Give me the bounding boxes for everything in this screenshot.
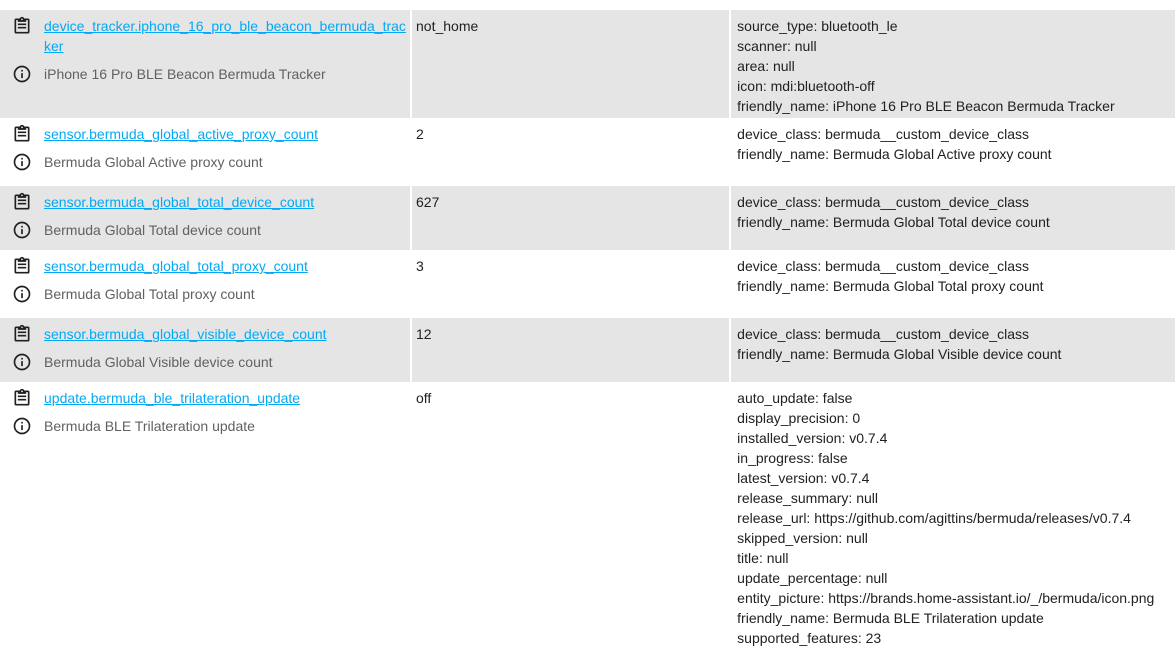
attribute-line: device_class: bermuda__custom_device_class bbox=[737, 326, 1029, 342]
entity-id-link[interactable]: sensor.bermuda_global_visible_device_count bbox=[44, 326, 327, 342]
table-row bbox=[0, 382, 1175, 662]
attribute-line: title: null bbox=[737, 550, 789, 566]
attribute-line: area: null bbox=[737, 58, 795, 74]
attribute-line: display_precision: 0 bbox=[737, 410, 861, 426]
entity-cell bbox=[0, 382, 410, 662]
clipboard-icon[interactable] bbox=[12, 192, 32, 212]
state-value: off bbox=[416, 390, 432, 406]
friendly-name: Bermuda Global Active proxy count bbox=[44, 154, 263, 170]
attributes-cell bbox=[731, 250, 1175, 318]
attribute-line: in_progress: false bbox=[737, 450, 848, 466]
attribute-line: supported_features: 23 bbox=[737, 630, 882, 646]
attribute-line: device_class: bermuda__custom_device_class bbox=[737, 194, 1029, 210]
state-cell bbox=[412, 10, 729, 118]
clipboard-icon[interactable] bbox=[12, 388, 32, 408]
table-row bbox=[0, 10, 1175, 118]
entity-id-link[interactable]: sensor.bermuda_global_total_device_count bbox=[44, 194, 315, 210]
attribute-line: skipped_version: null bbox=[737, 530, 868, 546]
state-value: 12 bbox=[416, 326, 432, 342]
info-icon[interactable] bbox=[12, 284, 32, 304]
attributes-cell bbox=[731, 318, 1175, 382]
attribute-line: release_summary: null bbox=[737, 490, 879, 506]
attribute-line: friendly_name: Bermuda Global Total device count bbox=[737, 214, 1050, 230]
table-row bbox=[0, 186, 1175, 250]
entity-id-link[interactable]: sensor.bermuda_global_active_proxy_count bbox=[44, 126, 318, 142]
entity-id-link[interactable]: sensor.bermuda_global_total_proxy_count bbox=[44, 258, 308, 274]
attribute-line: friendly_name: Bermuda Global Visible device count bbox=[737, 346, 1062, 362]
attribute-line: friendly_name: iPhone 16 Pro BLE Beacon Bermuda Tracker bbox=[737, 98, 1115, 114]
entity-cell bbox=[0, 186, 410, 250]
state-value: not_home bbox=[416, 18, 479, 34]
attribute-line: device_class: bermuda__custom_device_class bbox=[737, 258, 1029, 274]
attribute-line: entity_picture: https://brands.home-assistant.io/_/bermuda/icon.png bbox=[737, 590, 1155, 606]
info-icon[interactable] bbox=[12, 220, 32, 240]
attributes-cell bbox=[731, 382, 1175, 662]
attribute-line: latest_version: v0.7.4 bbox=[737, 470, 870, 486]
state-cell bbox=[412, 318, 729, 382]
attribute-line: device_class: bermuda__custom_device_class bbox=[737, 126, 1029, 142]
state-value: 3 bbox=[416, 258, 424, 274]
clipboard-icon[interactable] bbox=[12, 124, 32, 144]
friendly-name: Bermuda Global Total device count bbox=[44, 222, 261, 238]
entity-cell bbox=[0, 118, 410, 186]
friendly-name: Bermuda Global Visible device count bbox=[44, 354, 273, 370]
entity-cell bbox=[0, 318, 410, 382]
attribute-line: scanner: null bbox=[737, 38, 817, 54]
attribute-line: update_percentage: null bbox=[737, 570, 888, 586]
info-icon[interactable] bbox=[12, 152, 32, 172]
entity-cell bbox=[0, 250, 410, 318]
info-icon[interactable] bbox=[12, 416, 32, 436]
entity-cell bbox=[0, 10, 410, 118]
friendly-name: iPhone 16 Pro BLE Beacon Bermuda Tracker bbox=[44, 66, 326, 82]
attribute-line: icon: mdi:bluetooth-off bbox=[737, 78, 875, 94]
state-value: 627 bbox=[416, 194, 440, 210]
clipboard-icon[interactable] bbox=[12, 256, 32, 276]
state-value: 2 bbox=[416, 126, 424, 142]
attribute-line: friendly_name: Bermuda BLE Trilateration update bbox=[737, 610, 1044, 626]
friendly-name: Bermuda BLE Trilateration update bbox=[44, 418, 255, 434]
attributes-cell bbox=[731, 10, 1175, 118]
entity-id-link[interactable]: update.bermuda_ble_trilateration_update bbox=[44, 390, 301, 406]
attribute-line: release_url: https://github.com/agittins/bermuda/releases/v0.7.4 bbox=[737, 510, 1131, 526]
attribute-line: installed_version: v0.7.4 bbox=[737, 430, 888, 446]
entity-id-link[interactable]: device_tracker.iphone_16_pro_ble_beacon_bermuda_tracker bbox=[44, 18, 406, 54]
attribute-line: friendly_name: Bermuda Global Total proxy count bbox=[737, 278, 1044, 294]
table-row bbox=[0, 250, 1175, 318]
info-icon[interactable] bbox=[12, 64, 32, 84]
state-cell bbox=[412, 382, 729, 662]
info-icon[interactable] bbox=[12, 352, 32, 372]
clipboard-icon[interactable] bbox=[12, 324, 32, 344]
state-cell bbox=[412, 118, 729, 186]
table-row bbox=[0, 118, 1175, 186]
attribute-line: auto_update: false bbox=[737, 390, 853, 406]
friendly-name: Bermuda Global Total proxy count bbox=[44, 286, 255, 302]
table-row bbox=[0, 318, 1175, 382]
state-cell bbox=[412, 186, 729, 250]
previous-row-tail bbox=[0, 0, 1175, 10]
attributes-cell bbox=[731, 186, 1175, 250]
attributes-cell bbox=[731, 118, 1175, 186]
state-cell bbox=[412, 250, 729, 318]
clipboard-icon[interactable] bbox=[12, 16, 32, 36]
attribute-line: friendly_name: Bermuda Global Active proxy count bbox=[737, 146, 1052, 162]
attribute-line: source_type: bluetooth_le bbox=[737, 18, 898, 34]
